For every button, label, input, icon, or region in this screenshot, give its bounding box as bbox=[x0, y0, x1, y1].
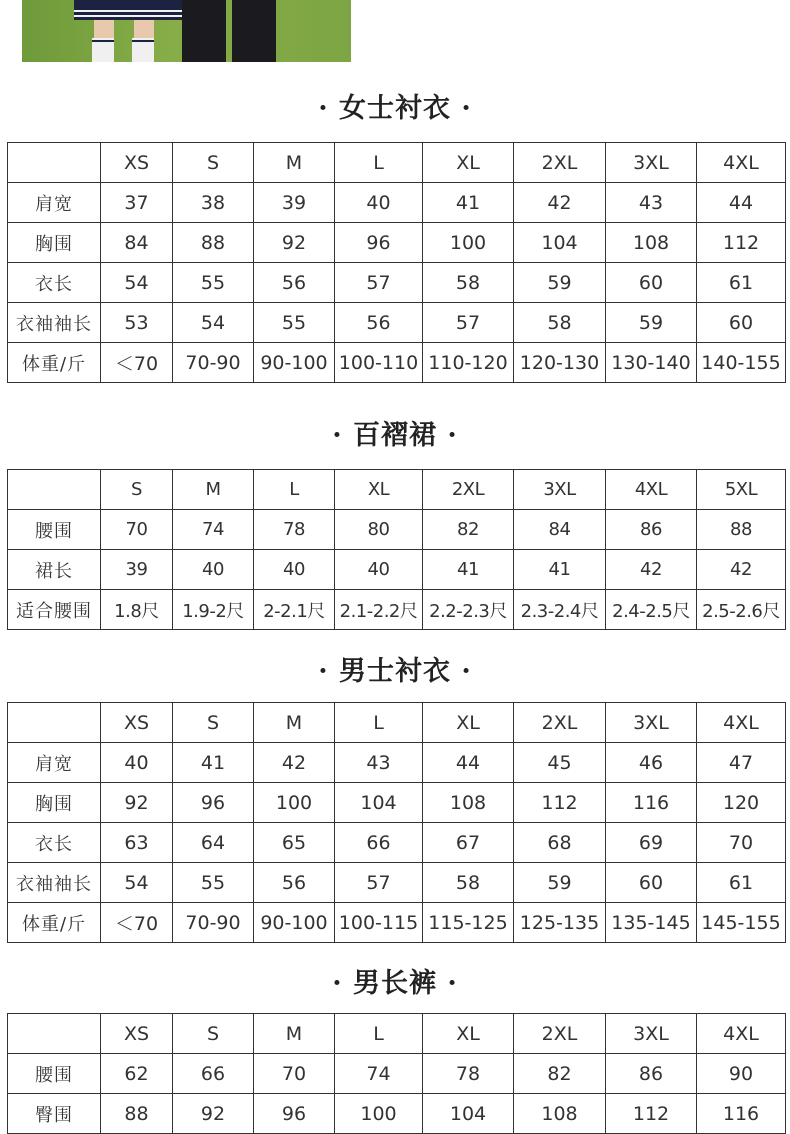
measurement-cell: 57 bbox=[423, 303, 514, 343]
measurement-cell: 54 bbox=[101, 863, 173, 903]
size-header-cell: XL bbox=[335, 470, 423, 510]
size-header-cell: S bbox=[101, 470, 173, 510]
measurement-cell: 80 bbox=[335, 510, 423, 550]
corner-cell bbox=[8, 703, 101, 743]
measurement-cell: 2.3-2.4尺 bbox=[514, 590, 606, 630]
size-table-womens-shirt bbox=[7, 142, 786, 383]
size-header-cell: XL bbox=[423, 143, 514, 183]
measurement-cell: 42 bbox=[606, 550, 697, 590]
size-header-cell: XS bbox=[101, 143, 173, 183]
measurement-cell: 92 bbox=[173, 1094, 254, 1134]
row-label: 胸围 bbox=[8, 223, 101, 263]
measurement-cell: 45 bbox=[514, 743, 606, 783]
row-label: 体重/斤 bbox=[8, 343, 101, 383]
row-label: 胸围 bbox=[8, 783, 101, 823]
size-header-cell: 2XL bbox=[514, 1014, 606, 1054]
table-row bbox=[8, 183, 786, 223]
size-header-cell: S bbox=[173, 143, 254, 183]
size-header-cell: S bbox=[173, 703, 254, 743]
measurement-cell: 59 bbox=[514, 263, 606, 303]
size-header-cell: 4XL bbox=[697, 703, 786, 743]
size-header-cell: XS bbox=[101, 703, 173, 743]
size-header-cell: M bbox=[254, 143, 335, 183]
measurement-cell: 90-100 bbox=[254, 903, 335, 943]
table-row bbox=[8, 823, 786, 863]
measurement-cell: 41 bbox=[423, 550, 514, 590]
measurement-cell: 53 bbox=[101, 303, 173, 343]
measurement-cell: 42 bbox=[514, 183, 606, 223]
measurement-cell: 115-125 bbox=[423, 903, 514, 943]
measurement-cell: 135-145 bbox=[606, 903, 697, 943]
measurement-cell: 92 bbox=[254, 223, 335, 263]
measurement-cell: 70-90 bbox=[173, 903, 254, 943]
row-label: 衣袖袖长 bbox=[8, 303, 101, 343]
table-row bbox=[8, 743, 786, 783]
measurement-cell: 88 bbox=[697, 510, 786, 550]
size-header-cell: XL bbox=[423, 703, 514, 743]
corner-cell bbox=[8, 470, 101, 510]
measurement-cell: 56 bbox=[335, 303, 423, 343]
measurement-cell: 2.1-2.2尺 bbox=[335, 590, 423, 630]
measurement-cell: 130-140 bbox=[606, 343, 697, 383]
measurement-cell: 88 bbox=[173, 223, 254, 263]
measurement-cell: 54 bbox=[173, 303, 254, 343]
size-header-cell: XL bbox=[423, 1014, 514, 1054]
measurement-cell: 43 bbox=[606, 183, 697, 223]
measurement-cell: 1.8尺 bbox=[101, 590, 173, 630]
measurement-cell: 2.4-2.5尺 bbox=[606, 590, 697, 630]
measurement-cell: 41 bbox=[173, 743, 254, 783]
table-row bbox=[8, 863, 786, 903]
row-label: 体重/斤 bbox=[8, 903, 101, 943]
measurement-cell: 78 bbox=[254, 510, 335, 550]
measurement-cell: 41 bbox=[423, 183, 514, 223]
size-header-cell: L bbox=[335, 703, 423, 743]
row-label: 衣袖袖长 bbox=[8, 863, 101, 903]
measurement-cell: 40 bbox=[254, 550, 335, 590]
corner-cell bbox=[8, 1014, 101, 1054]
size-header-cell: M bbox=[173, 470, 254, 510]
measurement-cell: 92 bbox=[101, 783, 173, 823]
measurement-cell: 40 bbox=[335, 183, 423, 223]
size-header-cell: 2XL bbox=[514, 703, 606, 743]
row-label: 衣长 bbox=[8, 263, 101, 303]
measurement-cell: 82 bbox=[514, 1054, 606, 1094]
measurement-cell: 40 bbox=[335, 550, 423, 590]
measurement-cell: 65 bbox=[254, 823, 335, 863]
row-label: 衣长 bbox=[8, 823, 101, 863]
measurement-cell: 39 bbox=[254, 183, 335, 223]
measurement-cell: 56 bbox=[254, 863, 335, 903]
table-row bbox=[8, 223, 786, 263]
measurement-cell: 66 bbox=[173, 1054, 254, 1094]
measurement-cell: 84 bbox=[514, 510, 606, 550]
measurement-cell: 108 bbox=[606, 223, 697, 263]
measurement-cell: 100 bbox=[423, 223, 514, 263]
measurement-cell: 104 bbox=[335, 783, 423, 823]
measurement-cell: 47 bbox=[697, 743, 786, 783]
measurement-cell: 55 bbox=[173, 263, 254, 303]
measurement-cell: 110-120 bbox=[423, 343, 514, 383]
size-header-cell: 3XL bbox=[606, 1014, 697, 1054]
measurement-cell: 108 bbox=[514, 1094, 606, 1134]
size-header-cell: L bbox=[335, 143, 423, 183]
measurement-cell: 61 bbox=[697, 863, 786, 903]
measurement-cell: 108 bbox=[423, 783, 514, 823]
measurement-cell: 37 bbox=[101, 183, 173, 223]
measurement-cell: 112 bbox=[514, 783, 606, 823]
measurement-cell: 2.5-2.6尺 bbox=[697, 590, 786, 630]
measurement-cell: 100 bbox=[335, 1094, 423, 1134]
measurement-cell: 100-110 bbox=[335, 343, 423, 383]
section-title: · 百褶裙 · bbox=[332, 420, 458, 451]
measurement-cell: 74 bbox=[173, 510, 254, 550]
measurement-cell: 84 bbox=[101, 223, 173, 263]
measurement-cell: 70 bbox=[101, 510, 173, 550]
measurement-cell: 104 bbox=[514, 223, 606, 263]
measurement-cell: 70 bbox=[254, 1054, 335, 1094]
measurement-cell: ＜70 bbox=[101, 903, 173, 943]
size-header-cell: 4XL bbox=[697, 143, 786, 183]
measurement-cell: 120-130 bbox=[514, 343, 606, 383]
measurement-cell: 41 bbox=[514, 550, 606, 590]
measurement-cell: 43 bbox=[335, 743, 423, 783]
measurement-cell: 66 bbox=[335, 823, 423, 863]
table-header-row bbox=[8, 1014, 786, 1054]
table-row bbox=[8, 903, 786, 943]
size-header-cell: 3XL bbox=[514, 470, 606, 510]
measurement-cell: 96 bbox=[335, 223, 423, 263]
table-header-row bbox=[8, 703, 786, 743]
size-table-mens-shirt bbox=[7, 702, 786, 943]
table-row bbox=[8, 1054, 786, 1094]
section-title: · 男长裤 · bbox=[332, 968, 458, 999]
measurement-cell: 2.2-2.3尺 bbox=[423, 590, 514, 630]
measurement-cell: 2-2.1尺 bbox=[254, 590, 335, 630]
measurement-cell: 67 bbox=[423, 823, 514, 863]
size-header-cell: 3XL bbox=[606, 143, 697, 183]
size-header-cell: M bbox=[254, 703, 335, 743]
measurement-cell: 56 bbox=[254, 263, 335, 303]
size-header-cell: 4XL bbox=[697, 1014, 786, 1054]
measurement-cell: 112 bbox=[606, 1094, 697, 1134]
section-title: · 女士衬衣 · bbox=[318, 93, 472, 124]
measurement-cell: 59 bbox=[514, 863, 606, 903]
row-label: 肩宽 bbox=[8, 183, 101, 223]
row-label: 腰围 bbox=[8, 510, 101, 550]
measurement-cell: 39 bbox=[101, 550, 173, 590]
measurement-cell: 55 bbox=[254, 303, 335, 343]
measurement-cell: 44 bbox=[697, 183, 786, 223]
row-label: 裙长 bbox=[8, 550, 101, 590]
measurement-cell: 120 bbox=[697, 783, 786, 823]
table-header-row bbox=[8, 470, 786, 510]
measurement-cell: 140-155 bbox=[697, 343, 786, 383]
row-label: 臀围 bbox=[8, 1094, 101, 1134]
table-row bbox=[8, 550, 786, 590]
size-header-cell: S bbox=[173, 1014, 254, 1054]
size-header-cell: 5XL bbox=[697, 470, 786, 510]
measurement-cell: 54 bbox=[101, 263, 173, 303]
measurement-cell: 64 bbox=[173, 823, 254, 863]
section-title: · 男士衬衣 · bbox=[318, 656, 472, 687]
measurement-cell: 42 bbox=[697, 550, 786, 590]
table-row bbox=[8, 783, 786, 823]
measurement-cell: 46 bbox=[606, 743, 697, 783]
measurement-cell: 44 bbox=[423, 743, 514, 783]
measurement-cell: 40 bbox=[101, 743, 173, 783]
table-row bbox=[8, 1094, 786, 1134]
size-header-cell: 3XL bbox=[606, 703, 697, 743]
measurement-cell: 70 bbox=[697, 823, 786, 863]
size-header-cell: L bbox=[254, 470, 335, 510]
measurement-cell: 100-115 bbox=[335, 903, 423, 943]
measurement-cell: 61 bbox=[697, 263, 786, 303]
measurement-cell: 116 bbox=[606, 783, 697, 823]
measurement-cell: 86 bbox=[606, 510, 697, 550]
measurement-cell: 100 bbox=[254, 783, 335, 823]
size-header-cell: 2XL bbox=[514, 143, 606, 183]
measurement-cell: 57 bbox=[335, 263, 423, 303]
measurement-cell: 57 bbox=[335, 863, 423, 903]
table-row bbox=[8, 303, 786, 343]
size-header-cell: 4XL bbox=[606, 470, 697, 510]
uniform-photo bbox=[22, 0, 351, 62]
measurement-cell: 116 bbox=[697, 1094, 786, 1134]
measurement-cell: 1.9-2尺 bbox=[173, 590, 254, 630]
measurement-cell: 58 bbox=[514, 303, 606, 343]
size-header-cell: XS bbox=[101, 1014, 173, 1054]
measurement-cell: 70-90 bbox=[173, 343, 254, 383]
table-row bbox=[8, 590, 786, 630]
measurement-cell: 62 bbox=[101, 1054, 173, 1094]
size-table-pleated-skirt bbox=[7, 469, 786, 630]
measurement-cell: 63 bbox=[101, 823, 173, 863]
measurement-cell: 90 bbox=[697, 1054, 786, 1094]
measurement-cell: 60 bbox=[697, 303, 786, 343]
measurement-cell: 112 bbox=[697, 223, 786, 263]
measurement-cell: 60 bbox=[606, 263, 697, 303]
measurement-cell: 55 bbox=[173, 863, 254, 903]
measurement-cell: 145-155 bbox=[697, 903, 786, 943]
size-header-cell: L bbox=[335, 1014, 423, 1054]
measurement-cell: 125-135 bbox=[514, 903, 606, 943]
table-header-row bbox=[8, 143, 786, 183]
measurement-cell: 58 bbox=[423, 863, 514, 903]
corner-cell bbox=[8, 143, 101, 183]
measurement-cell: 96 bbox=[173, 783, 254, 823]
measurement-cell: 38 bbox=[173, 183, 254, 223]
row-label: 适合腰围 bbox=[8, 590, 101, 630]
measurement-cell: 78 bbox=[423, 1054, 514, 1094]
measurement-cell: 90-100 bbox=[254, 343, 335, 383]
measurement-cell: 88 bbox=[101, 1094, 173, 1134]
measurement-cell: 104 bbox=[423, 1094, 514, 1134]
table-row bbox=[8, 343, 786, 383]
measurement-cell: 96 bbox=[254, 1094, 335, 1134]
row-label: 腰围 bbox=[8, 1054, 101, 1094]
measurement-cell: 60 bbox=[606, 863, 697, 903]
measurement-cell: 40 bbox=[173, 550, 254, 590]
measurement-cell: 68 bbox=[514, 823, 606, 863]
measurement-cell: 58 bbox=[423, 263, 514, 303]
size-header-cell: 2XL bbox=[423, 470, 514, 510]
table-row bbox=[8, 510, 786, 550]
measurement-cell: 69 bbox=[606, 823, 697, 863]
measurement-cell: 59 bbox=[606, 303, 697, 343]
size-header-cell: M bbox=[254, 1014, 335, 1054]
measurement-cell: 74 bbox=[335, 1054, 423, 1094]
measurement-cell: 42 bbox=[254, 743, 335, 783]
measurement-cell: 86 bbox=[606, 1054, 697, 1094]
measurement-cell: 82 bbox=[423, 510, 514, 550]
row-label: 肩宽 bbox=[8, 743, 101, 783]
table-row bbox=[8, 263, 786, 303]
measurement-cell: ＜70 bbox=[101, 343, 173, 383]
